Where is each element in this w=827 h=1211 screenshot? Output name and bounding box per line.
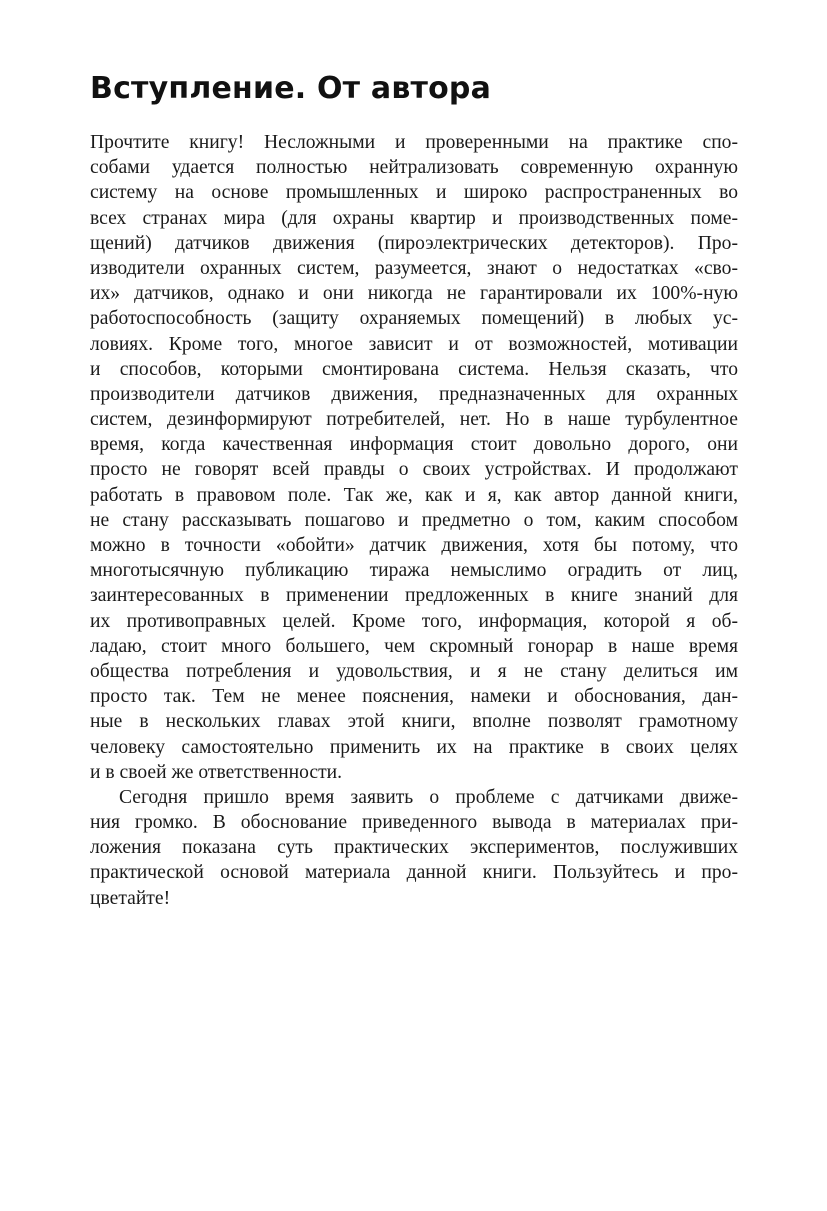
text-line: просто не говорят всей правды о своих устройствах. И продолжают	[90, 459, 738, 481]
text-line: собами удается полностью нейтрализовать современную охранную	[90, 157, 738, 179]
text-line: многотысячную публикацию тиража немыслимо оградить от лиц,	[90, 560, 738, 582]
text-line: работоспособность (защиту охраняемых помещений) в любых ус-	[90, 308, 738, 330]
text-line: изводители охранных систем, разумеется, знают о недостатках «сво-	[90, 257, 738, 279]
paragraph-1	[90, 130, 738, 785]
text-line: ловиях. Кроме того, многое зависит и от возможностей, мотивации	[90, 333, 738, 355]
text-line: и способов, которыми смонтирована система. Нельзя сказать, что	[90, 358, 738, 380]
text-line: общества потребления и удовольствия, и я не стану делиться им	[90, 660, 738, 682]
text-line: можно в точности «обойти» датчик движения, хотя бы потому, что	[90, 535, 738, 556]
text-line: и в своей же ответственности.	[90, 761, 343, 783]
text-line: систему на основе промышленных и широко распространенных во	[90, 182, 738, 204]
text-line: их» датчиков, однако и они никогда не гарантировали их 100%-ную	[90, 283, 738, 305]
chapter-body	[90, 130, 738, 911]
text-line: всех странах мира (для охраны квартир и производственных поме-	[90, 207, 738, 229]
text-line: человеку самостоятельно применить их на практике в своих целях	[90, 736, 738, 758]
paragraph-2	[90, 785, 738, 911]
text-line: время, когда качественная информация стоит довольно дорого, они	[90, 434, 738, 456]
text-line: работать в правовом поле. Так же, как и я, как автор данной книги,	[90, 484, 738, 506]
text-line: ладаю, стоит много большего, чем скромный гонорар в наше время	[90, 635, 738, 657]
text-line: производители датчиков движения, предназначенных для охранных	[90, 383, 738, 405]
text-line: ложения показана суть практических экспериментов, послуживших	[90, 837, 738, 859]
text-line: щений) датчиков движения (пироэлектрических детекторов). Про-	[90, 232, 738, 254]
text-line: не стану рассказывать пошагово и предметно о том, каким способом	[90, 509, 738, 531]
text-line: систем, дезинформируют потребителей, нет. Но в наше турбулентное	[90, 409, 738, 431]
text-line: ния громко. В обоснование приведенного вывода в материалах при-	[90, 812, 738, 834]
text-line: практической основой материала данной книги. Пользуйтесь и про-	[90, 862, 738, 884]
text-line: Прочтите книгу! Несложными и проверенными на практике спо-	[90, 132, 738, 153]
text-line: просто так. Тем не менее пояснения, намеки и обоснования, дан-	[90, 686, 738, 708]
chapter-title: Вступление. От автора	[90, 71, 492, 106]
text-line: их противоправных целей. Кроме того, информация, которой я об-	[90, 610, 738, 632]
text-line: цветайте!	[90, 887, 171, 909]
text-line: заинтересованных в применении предложенных в книге знаний для	[90, 585, 738, 607]
text-line: ные в нескольких главах этой книги, вполне позволят грамотному	[90, 711, 738, 733]
text-line: Сегодня пришло время заявить о проблеме с датчиками движе-	[119, 786, 738, 808]
